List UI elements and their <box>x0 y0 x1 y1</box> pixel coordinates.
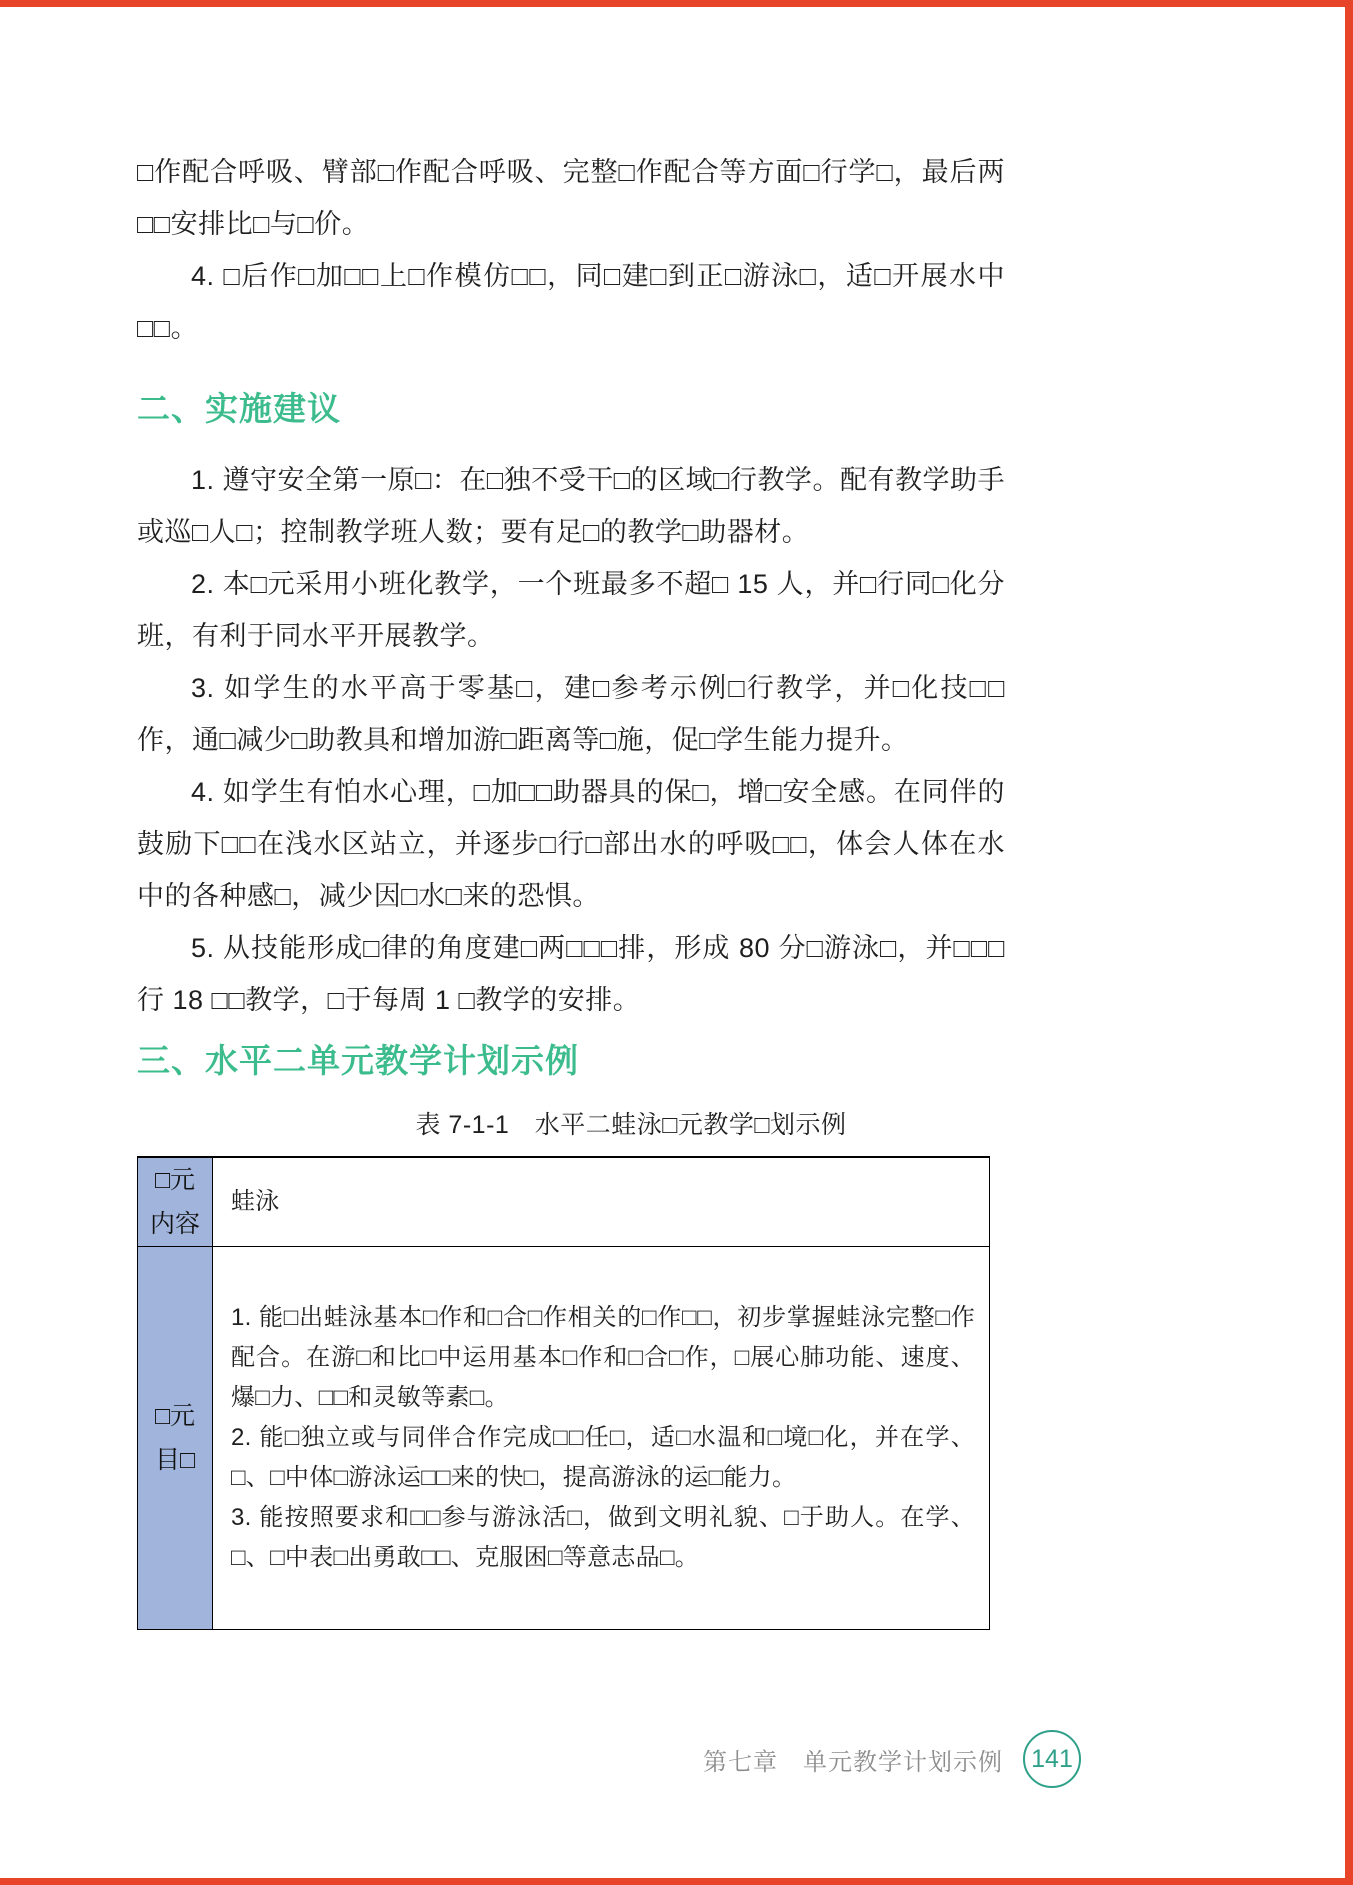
page-footer <box>703 1730 1081 1788</box>
table-header-line: □元 <box>154 1166 196 1194</box>
page-border-right <box>1345 0 1353 1885</box>
paragraph-continuation: □作配合呼吸、臂部□作配合呼吸、完整□作配合等方面□行学□，最后两□□安排比□与□价。 <box>137 157 1005 239</box>
unit-goal-3: 3. 能按照要求和□□参与游泳活□，做到文明礼貌、□于助人。在学、□、□中表□出勇敢□□、克服困□等意志品□。 <box>231 1504 975 1571</box>
implementation-item-1: 1. 遵守安全第一原□：在□独不受干□的区域□行教学。配有教学助手或巡□人□；控制教学班人数；要有足□的教学□助器材。 <box>137 465 1005 547</box>
page-number-badge: 141 <box>1023 1730 1081 1788</box>
paragraph-item-4: 4. □后作□加□□上□作模仿□□，同□建□到正□游泳□，适□开展水中□□。 <box>137 261 1005 343</box>
implementation-item-4: 4. 如学生有怕水心理，□加□□助器具的保□，增□安全感。在同伴的鼓励下□□在浅水区站立，并逐步□行□部出水的呼吸□□，体会人体在水中的各种感□，减少因□水□来的恐惧。 <box>137 777 1005 911</box>
table-header-line: 目□ <box>154 1446 196 1474</box>
table-header-line: □元 <box>154 1402 196 1430</box>
table-row-unit-content <box>138 1157 990 1247</box>
section-heading-implementation: 二、实施建议 <box>137 390 341 427</box>
table-cell-unit-goals <box>213 1247 990 1630</box>
table-header-unit-content <box>138 1157 213 1247</box>
implementation-item-2: 2. 本□元采用小班化教学，一个班最多不超□ 15 人，并□行同□化分班，有利于同水平开展教学。 <box>137 569 1005 651</box>
table-caption: 表 7-1-1 水平二蛙泳□元教学□划示例 <box>415 1111 847 1139</box>
text-column <box>137 0 1005 1630</box>
implementation-item-3: 3. 如学生的水平高于零基□，建□参考示例□行教学，并□化技□□作，通□减少□助教具和增加游□距离等□施，促□学生能力提升。 <box>137 673 1005 755</box>
unit-content-value: 蛙泳 <box>231 1188 280 1215</box>
unit-goal-1: 1. 能□出蛙泳基本□作和□合□作相关的□作□□，初步掌握蛙泳完整□作配合。在游□和比□中运用基本□作和□合□作，□展心肺功能、速度、爆□力、□□和灵敏等素□。 <box>231 1304 975 1411</box>
page-border-bottom <box>0 1878 1353 1885</box>
footer-chapter-title: 第七章 单元教学计划示例 <box>703 1748 1003 1776</box>
unit-plan-table <box>137 1156 990 1630</box>
table-header-unit-goals <box>138 1247 213 1630</box>
section-heading-examples: 三、水平二单元教学计划示例 <box>137 1042 579 1079</box>
table-row-unit-goals <box>138 1247 990 1630</box>
table-header-line: 内容 <box>149 1210 200 1238</box>
unit-goal-2: 2. 能□独立或与同伴合作完成□□任□，适□水温和□境□化，并在学、□、□中体□游泳运□□来的快□，提高游泳的运□能力。 <box>231 1424 975 1491</box>
implementation-item-5: 5. 从技能形成□律的角度建□两□□□排，形成 80 分□游泳□，并□□□行 18 □□教学，□于每周 1 □教学的安排。 <box>137 933 1005 1015</box>
table-cell-unit-content <box>213 1157 990 1247</box>
